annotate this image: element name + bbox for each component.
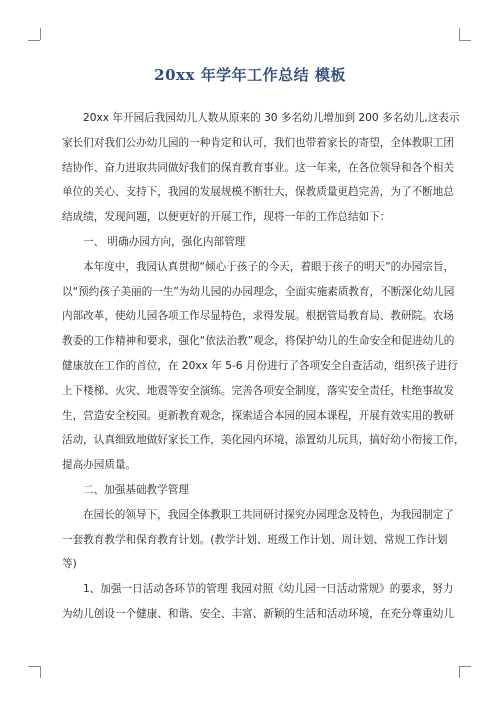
section-heading: 一、 明确办园方向，强化内部管理 [83, 235, 246, 248]
paragraph-line: 活动，认真细致地做好家长工作，美化园内环境，添置幼儿玩具，搞好幼小衔接工作， [62, 434, 465, 447]
paragraph-line: 等) [62, 558, 77, 571]
paragraph-line: 上下楼梯、火灾、地震等安全演练。完善各项安全制度，落实安全责任，杜绝事故发 [62, 384, 454, 397]
crop-mark-bottom-right-h [459, 666, 471, 667]
paragraph-line: 为幼儿创设一个健康、和谐、安全、丰富、新颖的生活和活动环境，在充分尊重幼儿 [62, 607, 454, 620]
document-body [62, 106, 465, 627]
crop-mark-top-left-h [28, 40, 40, 41]
paragraph-line: 在园长的领导下，我园全体教职工共同研讨探究办园理念及特色，为我园制定了 [83, 508, 454, 521]
crop-mark-bottom-left-h [28, 666, 40, 667]
paragraph-line: 结成绩，发现问题，以便更好的开展工作，现将一年的工作总结如下： [62, 211, 391, 224]
paragraph-line: 生，营造安全校园。更新教育观念，探索适合本园的园本课程，开展有效实用的教研 [62, 409, 454, 422]
paragraph-line: 健康放在工作的首位，在 20xx 年 5-6 月份进行了各项安全自查活动，组织孩子进行 [62, 359, 458, 372]
crop-mark-bottom-right-v [459, 666, 460, 678]
crop-mark-top-left-v [40, 28, 41, 40]
paragraph-line: 1、加强一日活动各环节的管理 我园对照《幼儿园一日活动常规》的要求，努力 [83, 583, 454, 596]
paragraph-line: 教委的工作精神和要求，强化“依法治教”观念，将保护幼儿的生命安全和促进幼儿的 [62, 335, 455, 348]
section-heading: 二、加强基础教学管理 [83, 483, 189, 496]
paragraph-line: 提高办园质量。 [62, 459, 137, 472]
crop-mark-top-right-v [459, 28, 460, 40]
paragraph-line: 结协作、奋力进取共同做好我们的保育教育事业。这一年来，在各位领导和各个相关 [62, 161, 454, 174]
paragraph-line: 一套教育教学和保育教育计划。(教学计划、班级工作计划、周计划、常规工作计划 [62, 533, 448, 546]
paragraph-line: 家长们对我们公办幼儿园的一种肯定和认可，我们也带着家长的寄望，全体教职工团 [62, 136, 454, 149]
crop-mark-top-right-h [459, 40, 471, 41]
document-title: 20xx 年学年工作总结 模板 [154, 66, 346, 84]
paragraph-line: 以“预约孩子美丽的一生”为幼儿园的办园理念，全面实施素质教育，不断深化幼儿园 [62, 285, 455, 298]
paragraph-line: 本年度中，我园认真贯彻“倾心于孩子的今天，着眼于孩子的明天”的办园宗旨， [83, 260, 455, 273]
paragraph-line: 单位的关心、支持下，我园的发展规模不断壮大，保教质量更趋完善，为了不断地总 [62, 186, 454, 199]
crop-mark-bottom-left-v [40, 666, 41, 678]
paragraph-line: 20xx 年开园后我园幼儿人数从原来的 30 多名幼儿增加到 200 多名幼儿,这表示 [83, 112, 460, 124]
paragraph-line: 内部改革，使幼儿园各项工作尽显特色，求得发展。根据管局教育局、教研院。农场 [62, 310, 454, 323]
